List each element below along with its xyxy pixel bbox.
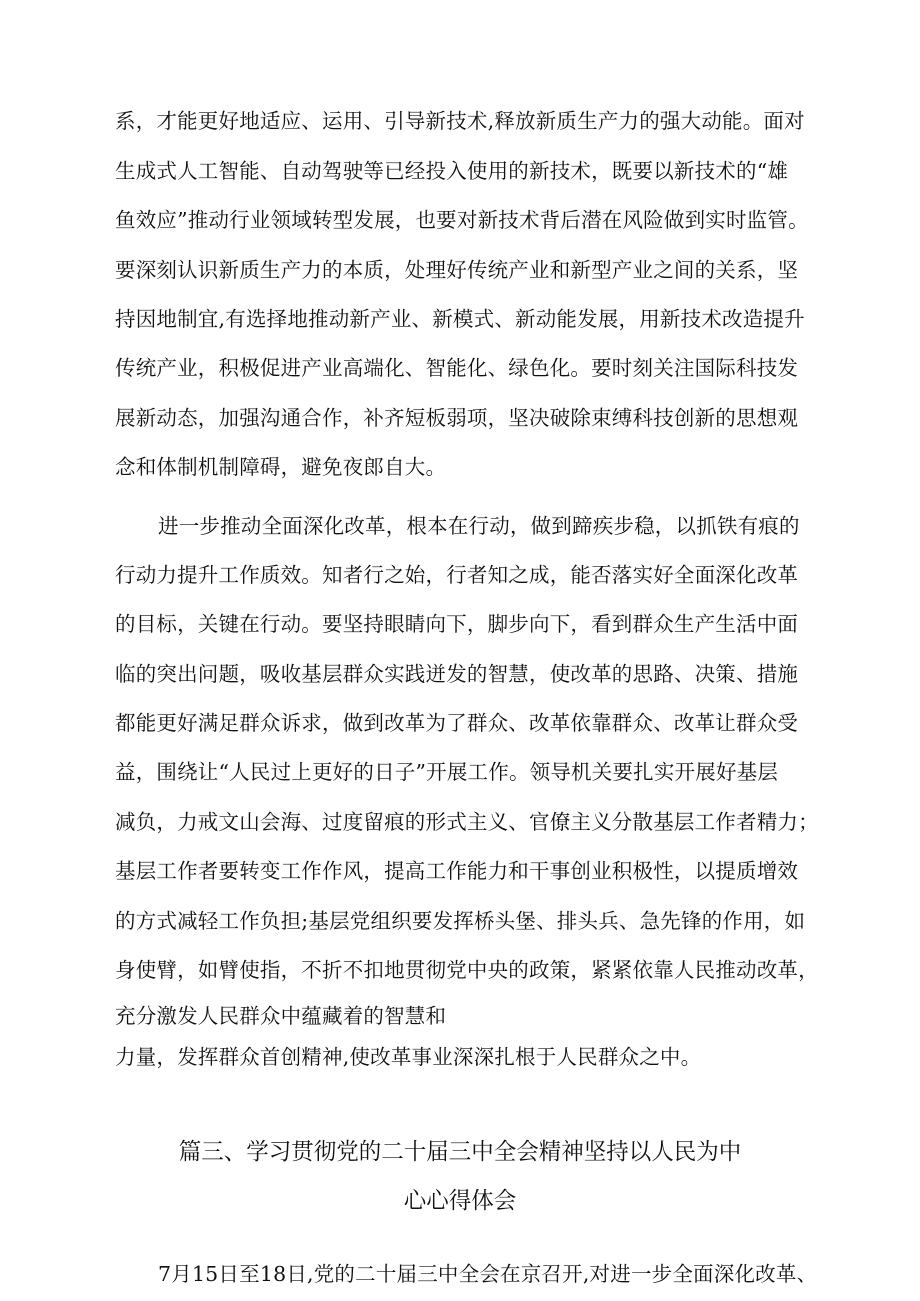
paragraph-2-line-2: 行动力提升工作质效。知者行之始，行者知之成，能否落实好全面深化改革 bbox=[115, 563, 799, 587]
paragraph-2-line-1: 进一步推动全面深化改革，根本在行动，做到蹄疾步稳，以抓铁有痕的 bbox=[158, 514, 800, 538]
paragraph-2-line-8: 基层工作者要转变工作作风，提高工作能力和干事创业积极性，以提质增效 bbox=[115, 859, 799, 883]
paragraph-2-line-5: 都能更好满足群众诉求，做到改革为了群众、改革依靠群众、改革让群众受 bbox=[115, 711, 799, 735]
paragraph-1-line-5: 持因地制宜,有选择地推动新产业、新模式、新动能发展，用新技术改造提升 bbox=[115, 307, 805, 331]
paragraph-2-line-11: 充分激发人民群众中蕴藏着的智慧和 bbox=[115, 1004, 447, 1028]
paragraph-2-line-6: 益，围绕让“人民过上更好的日子”开展工作。领导机关要扎实开展好基层 bbox=[115, 760, 779, 784]
paragraph-1-line-6: 传统产业，积极促进产业高端化、智能化、绿色化。要时刻关注国际科技发 bbox=[115, 356, 799, 380]
paragraph-2-line-4: 临的突出问题，吸收基层群众实践迸发的智慧，使改革的思路、决策、措施 bbox=[115, 662, 799, 686]
paragraph-1-line-4: 要深刻认识新质生产力的本质，处理好传统产业和新型产业之间的关系，坚 bbox=[115, 258, 799, 282]
paragraph-3-line-1: 7月15日至18日,党的二十届三中全会在京召开,对进一步全面深化改革、 bbox=[158, 1262, 818, 1286]
paragraph-2-line-12: 力量，发挥群众首创精神,使改革事业深深扎根于人民群众之中。 bbox=[115, 1045, 702, 1069]
paragraph-1-line-8: 念和体制机制障碍，避免夜郎自大。 bbox=[115, 455, 447, 479]
paragraph-1-line-2: 生成式人工智能、自动驾驶等已经投入使用的新技术，既要以新技术的“雄 bbox=[115, 159, 789, 183]
paragraph-1-line-3: 鱼效应”推动行业领域转型发展，也要对新技术背后潜在风险做到实时监管。 bbox=[115, 208, 809, 232]
section-heading-line-2: 心心得体会 bbox=[403, 1188, 517, 1214]
paragraph-2-line-3: 的目标，关键在行动。要坚持眼睛向下，脚步向下，看到群众生产生活中面 bbox=[115, 612, 799, 636]
paragraph-2-line-10: 身使臂，如臂使指，不折不扣地贯彻党中央的政策，紧紧依靠人民推动改革， bbox=[115, 958, 819, 982]
paragraph-1-line-7: 展新动态，加强沟通合作，补齐短板弱项，坚决破除束缚科技创新的思想观 bbox=[115, 406, 799, 430]
paragraph-2-line-7: 减负，力戒文山会海、过度留痕的形式主义、官僚主义分散基层工作者精力； bbox=[115, 810, 819, 834]
paragraph-2-line-9: 的方式减轻工作负担;基层党组织要发挥桥头堡、排头兵、急先锋的作用，如 bbox=[115, 909, 806, 933]
section-heading-line-1: 篇三、学习贯彻党的二十届三中全会精神坚持以人民为中 bbox=[178, 1139, 742, 1165]
paragraph-1-line-1: 系，才能更好地适应、运用、引导新技术,释放新质生产力的强大动能。面对 bbox=[115, 109, 805, 133]
